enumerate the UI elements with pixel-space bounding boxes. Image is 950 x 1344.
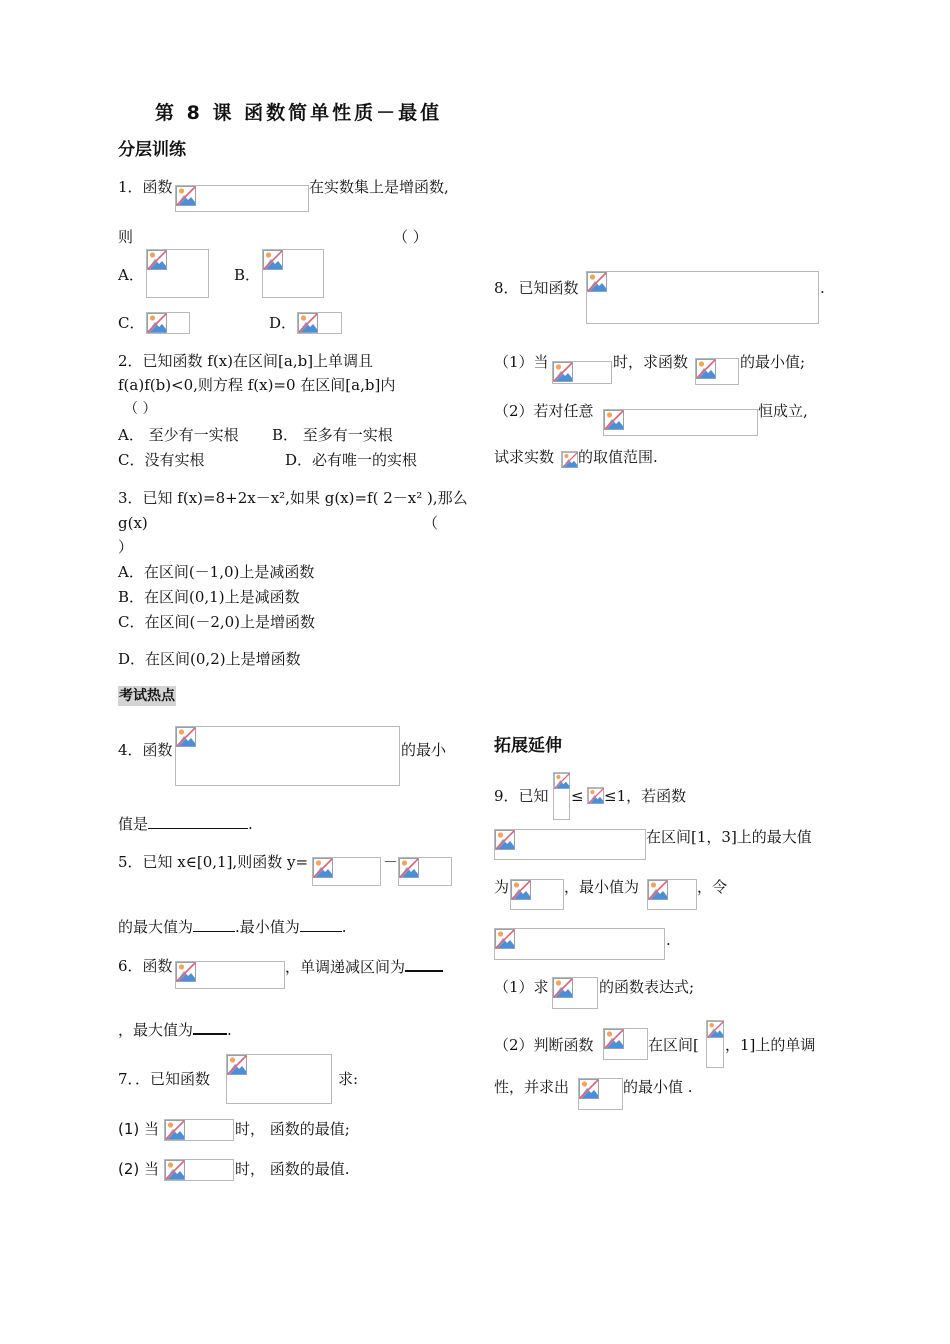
q3-option-a: A．在区间(－1,0)上是减函数 — [118, 563, 315, 581]
q8-s1-c: 的最小值; — [740, 353, 806, 371]
q7-s2-text: 时， 函数的最值. — [235, 1160, 350, 1178]
q8-dot: . — [820, 279, 825, 297]
broken-image-icon — [495, 929, 515, 949]
q4-answer-blank[interactable] — [148, 814, 248, 829]
q7-s1-text: 时， 函数的最值; — [235, 1120, 350, 1138]
q8-s3-image — [561, 451, 578, 468]
q8-formula-image — [586, 271, 819, 324]
broken-image-icon — [147, 250, 167, 270]
q6-prefix: 6．函数 — [118, 957, 173, 975]
q5-prefix: 5．已知 x∈[0,1],则函数 y= — [118, 853, 309, 871]
q8-prefix: 8．已知函数 — [494, 279, 579, 297]
q1-formula-image — [175, 185, 309, 212]
q9-line3-c: ，令 — [697, 878, 728, 896]
q9-dot: . — [666, 931, 671, 949]
q9-s1-b: 的函数表达式; — [599, 978, 695, 996]
q3-paren-close: ） — [118, 538, 134, 556]
broken-image-icon — [579, 1079, 599, 1099]
broken-image-icon — [165, 1120, 185, 1140]
q5-line2 — [118, 917, 347, 937]
q9-image-2 — [587, 787, 604, 804]
page-title: 第 8 课 函数简单性质－最值 — [155, 102, 443, 124]
q2-option-c: C．没有实根 — [118, 451, 205, 469]
q4-end: . — [248, 815, 253, 833]
section-heading-layered: 分层训练 — [118, 140, 186, 160]
broken-image-icon — [604, 410, 624, 430]
q1-option-a-label: A． — [118, 266, 144, 284]
q1-option-b-label: B． — [234, 266, 261, 284]
q9-line3-b: ，最小值为 — [564, 878, 640, 896]
q7-suffix: 求: — [338, 1070, 359, 1088]
q1-then: 则 — [118, 228, 134, 246]
q3-line1: 3．已知 f(x)=8+2x－x²,如果 g(x)=f( 2－x² ),那么 — [118, 489, 468, 507]
q4-line2 — [118, 814, 253, 834]
q5-formula-image-1 — [312, 857, 381, 886]
q9-s3-image — [578, 1078, 623, 1110]
q7-s1-image — [164, 1119, 234, 1141]
section-heading-hot: 考试热点 — [119, 688, 175, 704]
q8-s1-image-1 — [552, 361, 612, 384]
q2-option-d: D．必有唯一的实根 — [285, 451, 418, 469]
q8-s2-image — [603, 409, 758, 436]
q7-formula-image — [226, 1054, 332, 1104]
broken-image-icon — [553, 362, 573, 382]
broken-image-icon — [562, 452, 578, 468]
q6-suffix-text: ，单调递减区间为 — [285, 958, 406, 976]
q8-s3-b: 的取值范围. — [578, 448, 658, 466]
broken-image-icon — [176, 962, 196, 982]
broken-image-icon — [604, 1029, 624, 1049]
q4-prefix: 4．函数 — [118, 741, 173, 759]
q9-s2-c: ，1]上的单调 — [725, 1036, 816, 1054]
q5-minus: － — [383, 853, 399, 871]
q8-s1-image-2 — [695, 358, 739, 385]
q7-s2-image — [164, 1159, 234, 1181]
broken-image-icon — [176, 186, 196, 206]
broken-image-icon — [648, 880, 668, 900]
q3-option-c: C．在区间(－2,0)上是增函数 — [118, 613, 316, 631]
q7-s1-label: (1) 当 — [118, 1120, 160, 1138]
q1-option-d-image — [297, 312, 342, 334]
q5-min-blank[interactable] — [300, 917, 342, 932]
q5-end: . — [341, 918, 347, 936]
q6-formula-image — [175, 961, 285, 989]
q3-line2: g(x) — [118, 514, 148, 532]
q2-option-b: B． 至多有一实根 — [272, 426, 393, 444]
q1-answer-paren: （ ） — [393, 228, 428, 246]
broken-image-icon — [147, 313, 167, 333]
q9-formula-image — [494, 829, 646, 860]
q2-line1: 2．已知函数 f(x)在区间[a,b]上单调且 — [118, 352, 374, 370]
broken-image-icon — [554, 773, 570, 789]
q9-max-image — [510, 879, 564, 910]
q2-line2: f(a)f(b)<0,则方程 f(x)=0 在区间[a,b]内 — [118, 376, 396, 394]
broken-image-icon — [511, 880, 531, 900]
q8-s1-a: （1）当 — [494, 353, 549, 371]
broken-image-icon — [553, 978, 573, 998]
q9-s2-bound-image — [706, 1020, 724, 1068]
q9-le2: ≤1，若函数 — [604, 787, 687, 805]
broken-image-icon — [707, 1021, 724, 1038]
q9-line2: 在区间[1，3]上的最大值 — [646, 828, 812, 846]
q4-line2-text: 值是 — [118, 815, 149, 833]
q9-line3-a: 为 — [494, 878, 510, 896]
q9-image-1 — [553, 772, 570, 820]
q1-option-a-image — [146, 249, 209, 298]
q6-line2 — [118, 1019, 232, 1040]
q3-paren-open: （ — [423, 514, 439, 532]
q6-interval-blank[interactable] — [405, 956, 443, 972]
q9-s1-a: （1）求 — [494, 978, 549, 996]
broken-image-icon — [696, 359, 716, 379]
q9-prefix: 9．已知 — [494, 787, 549, 805]
broken-image-icon — [495, 830, 515, 850]
q2-answer-paren: （ ） — [124, 401, 157, 417]
q5-max-blank[interactable] — [193, 917, 235, 932]
q6-suffix — [285, 956, 443, 977]
q6-max-label: ，最大值为 — [118, 1021, 194, 1039]
q8-s3-a: 试求实数 — [494, 448, 555, 466]
q9-s2-image — [603, 1028, 648, 1060]
q5-min-label: .最小值为 — [235, 918, 300, 936]
q9-s3-a: 性，并求出 — [494, 1078, 570, 1096]
q7-prefix: 7．．已知函数 — [118, 1070, 211, 1088]
broken-image-icon — [587, 272, 607, 292]
broken-image-icon — [227, 1055, 247, 1075]
q9-s1-image — [552, 977, 598, 1009]
q4-formula-image — [175, 726, 400, 786]
q8-s1-b: 时，求函数 — [613, 353, 689, 371]
q9-min-image — [647, 879, 697, 910]
q1-option-c-label: C． — [118, 314, 145, 332]
q3-option-d: D．在区间(0,2)上是增函数 — [118, 650, 301, 668]
q1-option-b-image — [262, 249, 324, 298]
q5-max-label: 的最大值为 — [118, 918, 194, 936]
q1-prefix: 1．函数 — [118, 178, 173, 196]
q2-option-a: A． 至少有一实根 — [118, 426, 239, 444]
broken-image-icon — [588, 788, 604, 804]
q1-suffix: 在实数集上是增函数, — [309, 178, 449, 196]
section-heading-extend: 拓展延伸 — [494, 736, 562, 756]
broken-image-icon — [399, 858, 419, 878]
q4-suffix: 的最小 — [401, 741, 447, 759]
q3-option-b: B．在区间(0,1)上是减函数 — [118, 588, 300, 606]
q7-s2-label: (2) 当 — [118, 1160, 160, 1178]
q8-s2-b: 恒成立, — [758, 402, 808, 420]
q9-s2-b: 在区间[ — [648, 1036, 699, 1054]
broken-image-icon — [263, 250, 283, 270]
q6-end: . — [227, 1021, 232, 1039]
q9-definition-image — [494, 928, 665, 960]
q9-s2-a: （2）判断函数 — [494, 1036, 594, 1054]
broken-image-icon — [298, 313, 318, 333]
q5-formula-image-2 — [398, 857, 452, 886]
broken-image-icon — [176, 727, 196, 747]
q8-s2-a: （2）若对任意 — [494, 402, 594, 420]
broken-image-icon — [313, 858, 333, 878]
q6-max-blank[interactable] — [193, 1019, 227, 1035]
q1-option-d-label: D． — [269, 314, 297, 332]
broken-image-icon — [165, 1160, 185, 1180]
q9-le1: ≤ — [571, 787, 584, 805]
q1-option-c-image — [146, 312, 190, 334]
q9-s3-b: 的最小值 . — [623, 1078, 693, 1096]
